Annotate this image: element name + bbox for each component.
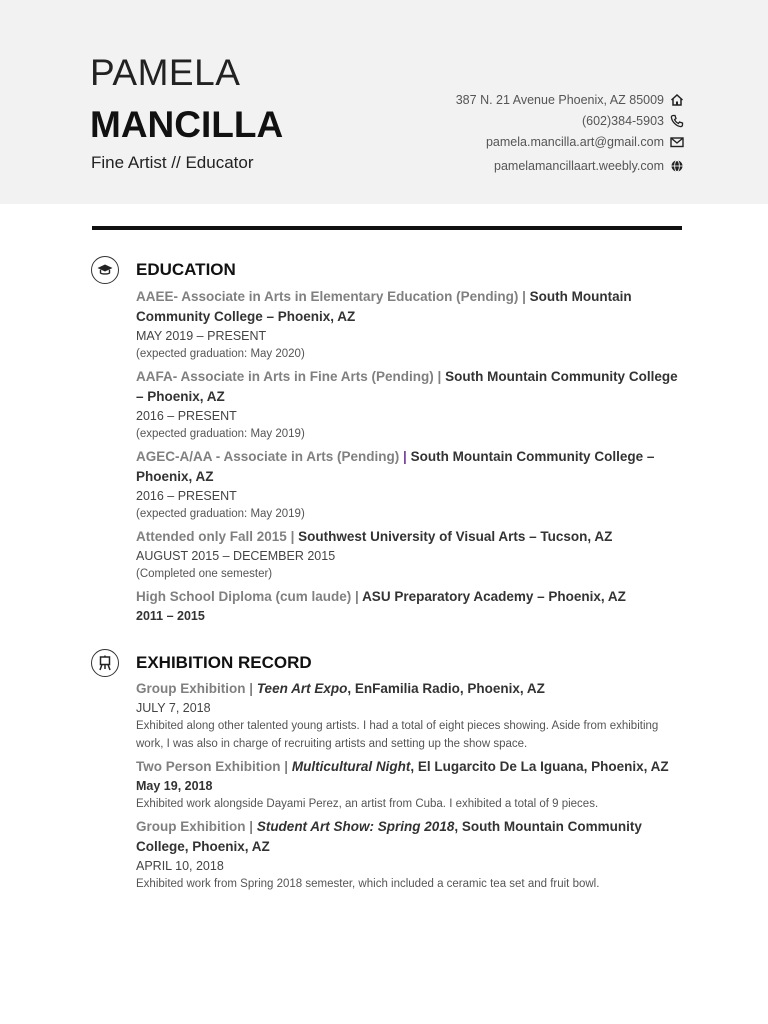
contact-address [346,89,686,110]
entry-title [136,367,681,407]
address-text: 387 N. 21 Avenue Phoenix, AZ 85009 [455,92,664,107]
entry-note: (expected graduation: May 2019) [136,428,305,440]
separator: | [249,819,254,834]
education-entry [136,447,681,523]
phone-icon [670,114,686,128]
exhibition-entry [136,817,681,893]
institution: Southwest University of Visual Arts – Tucson, AZ [298,529,613,544]
institution: South Mountain Community College – Phoenix, AZ [136,369,678,404]
entry-note: (expected graduation: May 2020) [136,348,305,360]
education-entry [136,367,681,443]
show-name: Teen Art Expo [256,681,348,696]
show-name: Multicultural Night [291,759,411,774]
entry-note: (Completed one semester) [136,568,273,580]
envelope-icon [670,135,686,149]
education-entry [136,527,681,583]
venue: , South Mountain Community College, Phoenix, AZ [136,819,642,854]
education-entry [136,587,681,625]
exhibition-type: Group Exhibition [136,819,246,834]
phone-text: (602)384-5903 [581,113,664,128]
entry-date: May 19, 2018 [136,779,213,793]
separator: | [403,449,407,464]
institution: South Mountain Community College – Phoenix, AZ [136,449,655,484]
degree: AGEC-A/AA - Associate in Arts (Pending) [136,449,400,464]
separator: | [437,369,442,384]
entry-note: Exhibited along other talented young artists. I had a total of eight pieces showing. Aside from exhibiting work, I was also in charge of recruiting artists and setting up the show space. [136,720,659,750]
exhibition-type: Group Exhibition [136,681,246,696]
separator: | [522,289,526,304]
entry-date: JULY 7, 2018 [136,701,211,715]
entry-title [136,587,681,607]
entry-note: (expected graduation: May 2019) [136,508,305,520]
separator: | [249,681,254,696]
contact-email [346,131,686,152]
exhibition-type: Two Person Exhibition [136,759,281,774]
globe-icon [670,159,686,173]
exhibition-list [136,679,681,897]
entry-date: 2016 – PRESENT [136,489,237,503]
tagline: Fine Artist // Educator [91,153,254,172]
entry-date: MAY 2019 – PRESENT [136,329,267,343]
education-title: EDUCATION [136,260,236,279]
easel-icon [91,649,119,677]
education-entry [136,287,681,363]
contact-phone [346,110,686,131]
entry-title [136,817,681,857]
entry-title [136,287,681,327]
degree: High School Diploma (cum laude) [136,589,352,604]
entry-title [136,447,681,487]
home-icon [670,93,686,107]
divider-rule [92,226,682,230]
degree: Attended only Fall 2015 [136,529,287,544]
entry-date: 2016 – PRESENT [136,409,237,423]
entry-note: Exhibited work alongside Dayami Perez, an artist from Cuba. I exhibited a total of 9 pieces. [136,798,599,810]
resume-header [0,0,768,204]
website-text[interactable]: pamelamancillaart.weebly.com [494,158,664,173]
entry-date: 2011 – 2015 [136,609,205,623]
contact-block [346,89,686,176]
venue: , EnFamilia Radio, Phoenix, AZ [347,681,545,696]
contact-website [346,155,686,176]
last-name: MANCILLA [90,104,284,145]
entry-note: Exhibited work from Spring 2018 semester, which included a ceramic tea set and fruit bowl. [136,878,600,890]
venue: , El Lugarcito De La Iguana, Phoenix, AZ [410,759,669,774]
entry-title [136,757,681,777]
separator: | [284,759,289,774]
first-name: PAMELA [90,52,241,93]
show-name: Student Art Show: Spring 2018 [256,819,455,834]
exhibition-entry [136,679,681,753]
institution: ASU Preparatory Academy – Phoenix, AZ [362,589,626,604]
email-text[interactable]: pamela.mancilla.art@gmail.com [485,134,664,149]
exhibitions-title: EXHIBITION RECORD [136,653,312,672]
entry-title [136,679,681,699]
education-list [136,287,681,629]
separator: | [355,589,359,604]
graduation-cap-icon [91,256,119,284]
degree: AAFA- Associate in Arts in Fine Arts (Pending) [136,369,434,384]
entry-date: APRIL 10, 2018 [136,859,224,873]
entry-date: AUGUST 2015 – DECEMBER 2015 [136,549,336,563]
exhibition-entry [136,757,681,813]
institution: South Mountain Community College – Phoenix, AZ [136,289,632,324]
entry-title [136,527,681,547]
separator: | [290,529,295,544]
degree: AAEE- Associate in Arts in Elementary Education (Pending) [136,289,519,304]
